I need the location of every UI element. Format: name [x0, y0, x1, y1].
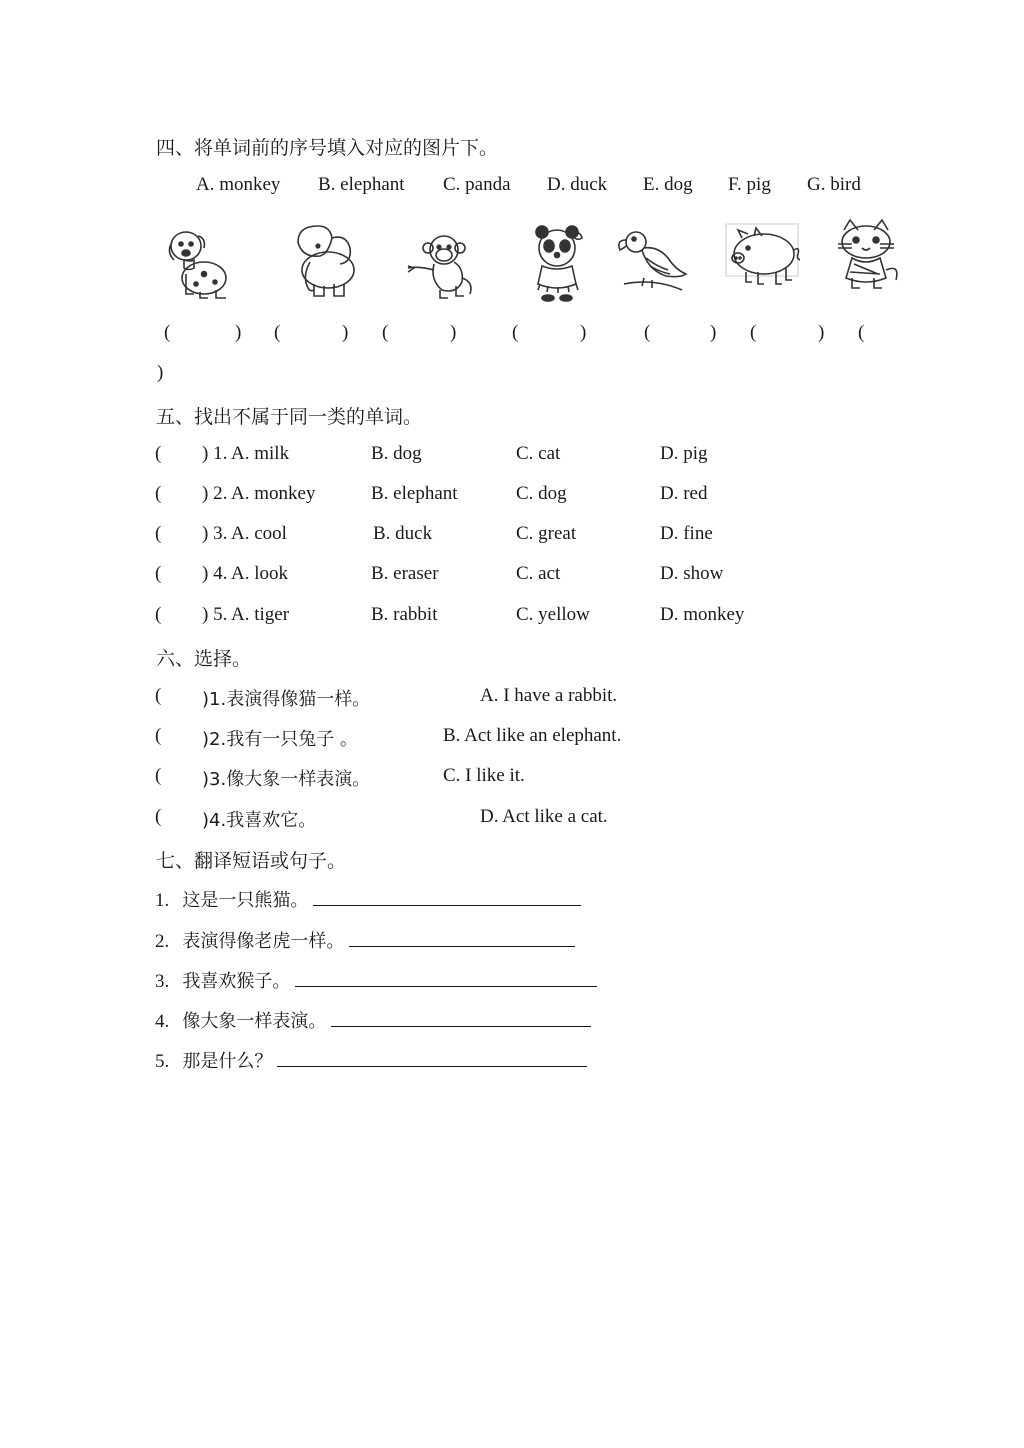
translation-item-3 [155, 967, 597, 993]
answer-paren-3-close: ) [450, 322, 457, 343]
translation-number: 3. [155, 971, 170, 992]
panda-picture [520, 222, 596, 302]
q5-3-option-d: D. fine [660, 523, 713, 544]
answer-paren-4-close: ) [580, 322, 587, 343]
q5-2-paren: ( [155, 483, 162, 504]
bird-picture [614, 222, 690, 302]
q6-2-paren: ( [155, 725, 162, 746]
answer-line[interactable] [313, 889, 581, 906]
monkey-picture [404, 226, 480, 306]
translation-prompt: 这是一只熊猫。 [182, 890, 309, 911]
translation-prompt: 像大象一样表演。 [182, 1011, 327, 1032]
q5-2-option-b: B. elephant [371, 483, 458, 504]
q5-1-option-d: D. pig [660, 443, 708, 464]
q5-4-paren: ( [155, 563, 162, 584]
translation-prompt: 我喜欢猴子。 [182, 971, 291, 992]
word-option-e: E. dog [643, 174, 693, 195]
translation-prompt: 那是什么？ [182, 1051, 273, 1072]
q6-option-a: A. I have a rabbit. [480, 685, 618, 706]
word-option-d: D. duck [547, 174, 608, 195]
translation-number: 2. [155, 931, 170, 952]
word-option-c: C. panda [443, 174, 511, 195]
answer-line[interactable] [349, 930, 575, 947]
answer-paren-3-open: ( [382, 322, 389, 343]
answer-paren-6-close: ) [818, 322, 825, 343]
q5-1-option-a: ) 1. A. milk [202, 443, 290, 464]
q6-option-c: C. I like it. [443, 765, 525, 786]
translation-item-2 [155, 927, 575, 953]
q5-4-option-b: B. eraser [371, 563, 439, 584]
q6-2-question: )2.我有一只兔子 。 [202, 729, 358, 750]
q5-2-option-d: D. red [660, 483, 708, 504]
q5-1-paren: ( [155, 443, 162, 464]
translation-item-1 [155, 886, 581, 912]
word-option-g: G. bird [807, 174, 861, 195]
translation-prompt: 表演得像老虎一样。 [182, 931, 345, 952]
q5-4-option-a: ) 4. A. look [202, 563, 289, 584]
q5-5-option-b: B. rabbit [371, 604, 438, 625]
elephant-picture [288, 222, 364, 302]
q5-3-option-b: B. duck [373, 523, 433, 544]
translation-number: 1. [155, 890, 170, 911]
cat-picture [828, 216, 904, 296]
q5-5-option-a: ) 5. A. tiger [202, 604, 290, 625]
answer-paren-7-close: ) [157, 362, 164, 383]
q5-2-option-a: ) 2. A. monkey [202, 483, 316, 504]
q5-1-option-b: B. dog [371, 443, 422, 464]
answer-paren-6-open: ( [750, 322, 757, 343]
q5-3-option-a: ) 3. A. cool [202, 523, 287, 544]
answer-paren-2-close: ) [342, 322, 349, 343]
translation-number: 5. [155, 1051, 170, 1072]
answer-paren-5-open: ( [644, 322, 651, 343]
q6-1-question: )1.表演得像猫一样。 [202, 689, 371, 710]
word-option-b: B. elephant [318, 174, 405, 195]
q5-5-paren: ( [155, 604, 162, 625]
q5-1-option-c: C. cat [516, 443, 561, 464]
answer-paren-2-open: ( [274, 322, 281, 343]
q5-2-option-c: C. dog [516, 483, 567, 504]
answer-line[interactable] [331, 1010, 591, 1027]
answer-line[interactable] [277, 1050, 587, 1067]
word-option-a: A. monkey [196, 174, 281, 195]
q6-option-b: B. Act like an elephant. [443, 725, 622, 746]
dog-picture [160, 222, 236, 302]
q5-4-option-d: D. show [660, 563, 724, 584]
answer-paren-1-close: ) [235, 322, 242, 343]
q6-3-paren: ( [155, 765, 162, 786]
answer-paren-1-open: ( [164, 322, 171, 343]
translation-item-5 [155, 1047, 587, 1073]
q6-3-question: )3.像大象一样表演。 [202, 769, 371, 790]
q6-1-paren: ( [155, 685, 162, 706]
q6-option-d: D. Act like a cat. [480, 806, 608, 827]
answer-paren-5-close: ) [710, 322, 717, 343]
section-5-title: 五、找出不属于同一类的单词。 [156, 406, 423, 428]
word-option-f: F. pig [728, 174, 771, 195]
section-7-title: 七、翻译短语或句子。 [156, 850, 347, 872]
translation-number: 4. [155, 1011, 170, 1032]
q5-3-paren: ( [155, 523, 162, 544]
q6-4-paren: ( [155, 806, 162, 827]
q5-5-option-d: D. monkey [660, 604, 745, 625]
pig-picture [724, 222, 800, 302]
answer-paren-7-open: ( [858, 322, 865, 343]
q5-4-option-c: C. act [516, 563, 561, 584]
answer-paren-4-open: ( [512, 322, 519, 343]
q6-4-question: )4.我喜欢它。 [202, 810, 317, 831]
q5-3-option-c: C. great [516, 523, 577, 544]
section-6-title: 六、选择。 [156, 648, 252, 670]
answer-line[interactable] [295, 970, 597, 987]
q5-5-option-c: C. yellow [516, 604, 590, 625]
translation-item-4 [155, 1007, 591, 1033]
section-4-title: 四、将单词前的序号填入对应的图片下。 [156, 137, 499, 159]
